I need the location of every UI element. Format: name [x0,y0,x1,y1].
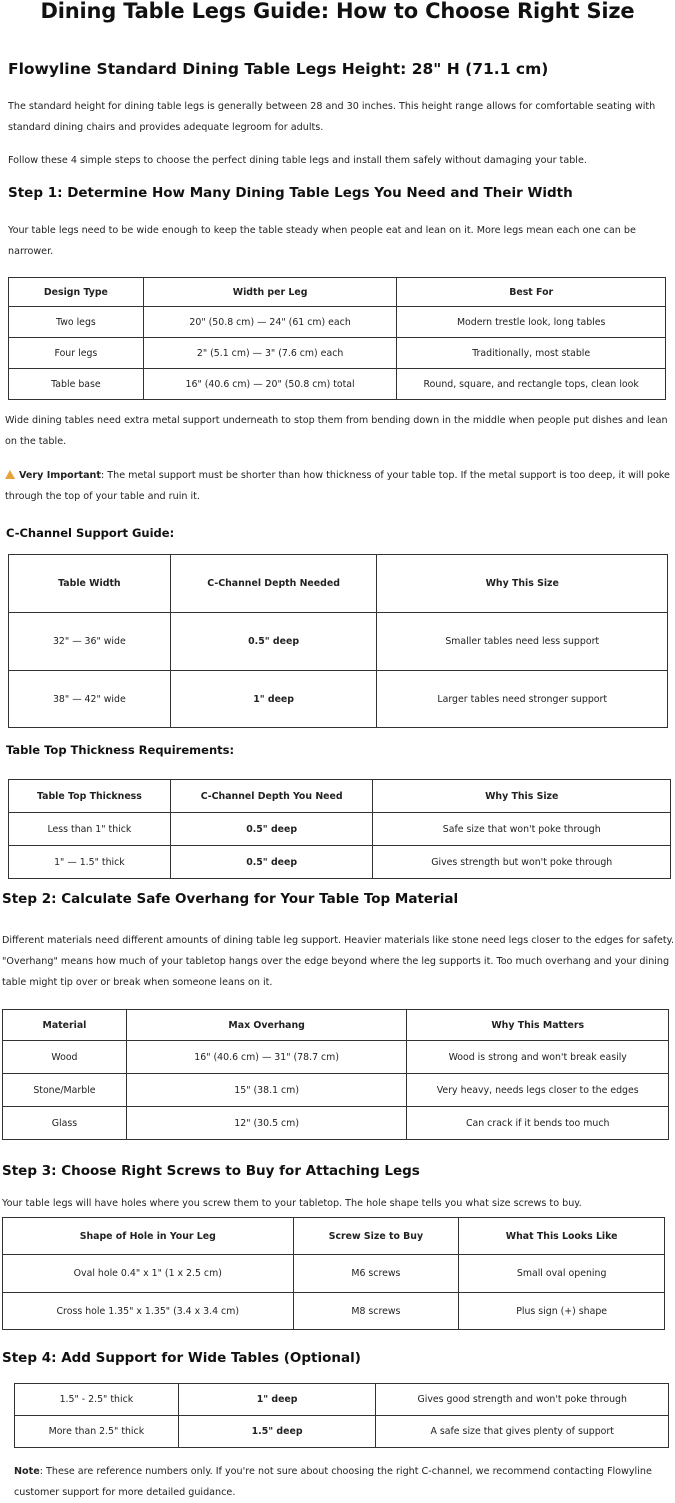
table-cell: Smaller tables need less support [377,613,668,671]
table-cell: Very heavy, needs legs closer to the edges [407,1074,669,1107]
table-header-row [3,1218,665,1255]
warning-text: : The metal support must be shorter than how thickness of your table top. If the metal support is too deep, it will poke through the top of your table and ruin it. [5,470,670,502]
column-header: C-Channel Depth Needed [170,555,377,613]
table-cell: 0.5" deep [170,846,373,879]
table-cell: M6 screws [293,1255,459,1293]
table-cell: 38" — 42" wide [9,671,171,728]
step1-heading: Step 1: Determine How Many Dining Table Legs You Need and Their Width [8,185,573,201]
table-cell: Less than 1" thick [9,813,171,846]
page-title: Dining Table Legs Guide: How to Choose Right Size [40,0,635,23]
steps-intro: Follow these 4 simple steps to choose the perfect dining table legs and install them safely without damaging your table. [8,155,587,166]
table-cell: 2" (5.1 cm) — 3" (7.6 cm) each [143,338,397,369]
table-cell: Two legs [9,307,144,338]
column-header: Material [3,1010,127,1041]
thickness-table [8,779,671,879]
table-row [15,1416,669,1448]
table-cell: Wood is strong and won't break easily [407,1041,669,1074]
table-cell: 1" deep [170,671,377,728]
table-cell: Modern trestle look, long tables [397,307,666,338]
column-header: Design Type [9,278,144,307]
table-header-row [9,780,671,813]
cchannel-table [8,554,668,728]
column-header: Table Width [9,555,171,613]
thickness-heading: Table Top Thickness Requirements: [6,743,235,757]
table-cell: 15" (38.1 cm) [126,1074,407,1107]
standard-height-heading: Flowyline Standard Dining Table Legs Height: 28" H (71.1 cm) [8,60,549,78]
step2-text: Different materials need different amounts of dining table leg support. Heavier materials like stone need legs closer to the edges for safety. "Overhang" means how much of your tabletop hangs over the edge beyond where the leg supports it. Too much overhang and your dining table might tip over or break when someone leans on it. [2,935,675,988]
table-cell: Traditionally, most stable [397,338,666,369]
table-row [3,1041,669,1074]
column-header: Max Overhang [126,1010,407,1041]
column-header: Why This Size [377,555,668,613]
column-header: Width per Leg [143,278,397,307]
table-row [9,813,671,846]
table-cell: 16" (40.6 cm) — 20" (50.8 cm) total [143,369,397,400]
table-cell: 20" (50.8 cm) — 24" (61 cm) each [143,307,397,338]
table-row [9,671,668,728]
table-cell: 1" — 1.5" thick [9,846,171,879]
table-cell: 0.5" deep [170,813,373,846]
column-header: C-Channel Depth You Need [170,780,373,813]
table-row [9,338,666,369]
table-cell: M8 screws [293,1293,459,1330]
screws-table [2,1217,665,1330]
wide-tables-text: Wide dining tables need extra metal support underneath to stop them from bending down in the middle when people put dishes and lean on the table. [5,415,668,447]
intro-paragraph: The standard height for dining table legs is generally between 28 and 30 inches. This height range allows for comfortable seating with standard dining chairs and provides adequate legroom for adults. [8,101,656,133]
table-header-row [9,555,668,613]
table-cell: 32" — 36" wide [9,613,171,671]
table-cell: A safe size that gives plenty of support [376,1416,669,1448]
step1-text: Your table legs need to be wide enough to keep the table steady when people eat and lean on it. More legs mean each one can be narrower. [8,225,636,257]
table-cell: Safe size that won't poke through [373,813,671,846]
table-cell: 1.5" deep [178,1416,376,1448]
step3-text: Your table legs will have holes where you screw them to your tabletop. The hole shape tells you what size screws to buy. [2,1198,582,1209]
table-cell: 1" deep [178,1384,376,1416]
table-cell: Round, square, and rectangle tops, clean look [397,369,666,400]
cchannel-heading: C-Channel Support Guide: [6,526,175,540]
table-cell: Stone/Marble [3,1074,127,1107]
table-row [3,1107,669,1140]
table-cell: Table base [9,369,144,400]
warning-note [5,465,670,507]
column-header: Why This Matters [407,1010,669,1041]
leg-width-table [8,277,666,400]
table-cell: 0.5" deep [170,613,377,671]
table-row [3,1255,665,1293]
table-cell: Cross hole 1.35" x 1.35" (3.4 x 3.4 cm) [3,1293,294,1330]
step2-heading: Step 2: Calculate Safe Overhang for Your Table Top Material [2,891,459,907]
table-cell: Small oval opening [459,1255,665,1293]
table-cell: Wood [3,1041,127,1074]
table-row [3,1074,669,1107]
table-cell: Gives strength but won't poke through [373,846,671,879]
table-cell: Four legs [9,338,144,369]
table-cell: More than 2.5" thick [15,1416,179,1448]
table-header-row [3,1010,669,1041]
support-table [14,1383,669,1448]
overhang-table [2,1009,669,1140]
column-header: Why This Size [373,780,671,813]
table-cell: Gives good strength and won't poke through [376,1384,669,1416]
reference-note [14,1461,674,1503]
table-cell: Can crack if it bends too much [407,1107,669,1140]
column-header: Shape of Hole in Your Leg [3,1218,294,1255]
note-text: : These are reference numbers only. If you're not sure about choosing the right C-channel, we recommend contacting Flowyline customer support for more detailed guidance. [14,1466,652,1498]
note-label: Note [14,1466,40,1477]
table-row [9,307,666,338]
table-cell: 12" (30.5 cm) [126,1107,407,1140]
table-cell: 16" (40.6 cm) — 31" (78.7 cm) [126,1041,407,1074]
column-header: Table Top Thickness [9,780,171,813]
warning-icon [5,470,15,479]
table-cell: 1.5" - 2.5" thick [15,1384,179,1416]
column-header: Screw Size to Buy [293,1218,459,1255]
table-row [9,846,671,879]
column-header: What This Looks Like [459,1218,665,1255]
table-cell: Oval hole 0.4" x 1" (1 x 2.5 cm) [3,1255,294,1293]
step4-heading: Step 4: Add Support for Wide Tables (Optional) [2,1350,361,1366]
table-cell: Glass [3,1107,127,1140]
table-cell: Plus sign (+) shape [459,1293,665,1330]
table-row [3,1293,665,1330]
warning-label: Very Important [19,470,101,481]
column-header: Best For [397,278,666,307]
table-row [9,369,666,400]
table-cell: Larger tables need stronger support [377,671,668,728]
table-row [15,1384,669,1416]
table-header-row [9,278,666,307]
table-row [9,613,668,671]
step3-heading: Step 3: Choose Right Screws to Buy for Attaching Legs [2,1163,420,1179]
